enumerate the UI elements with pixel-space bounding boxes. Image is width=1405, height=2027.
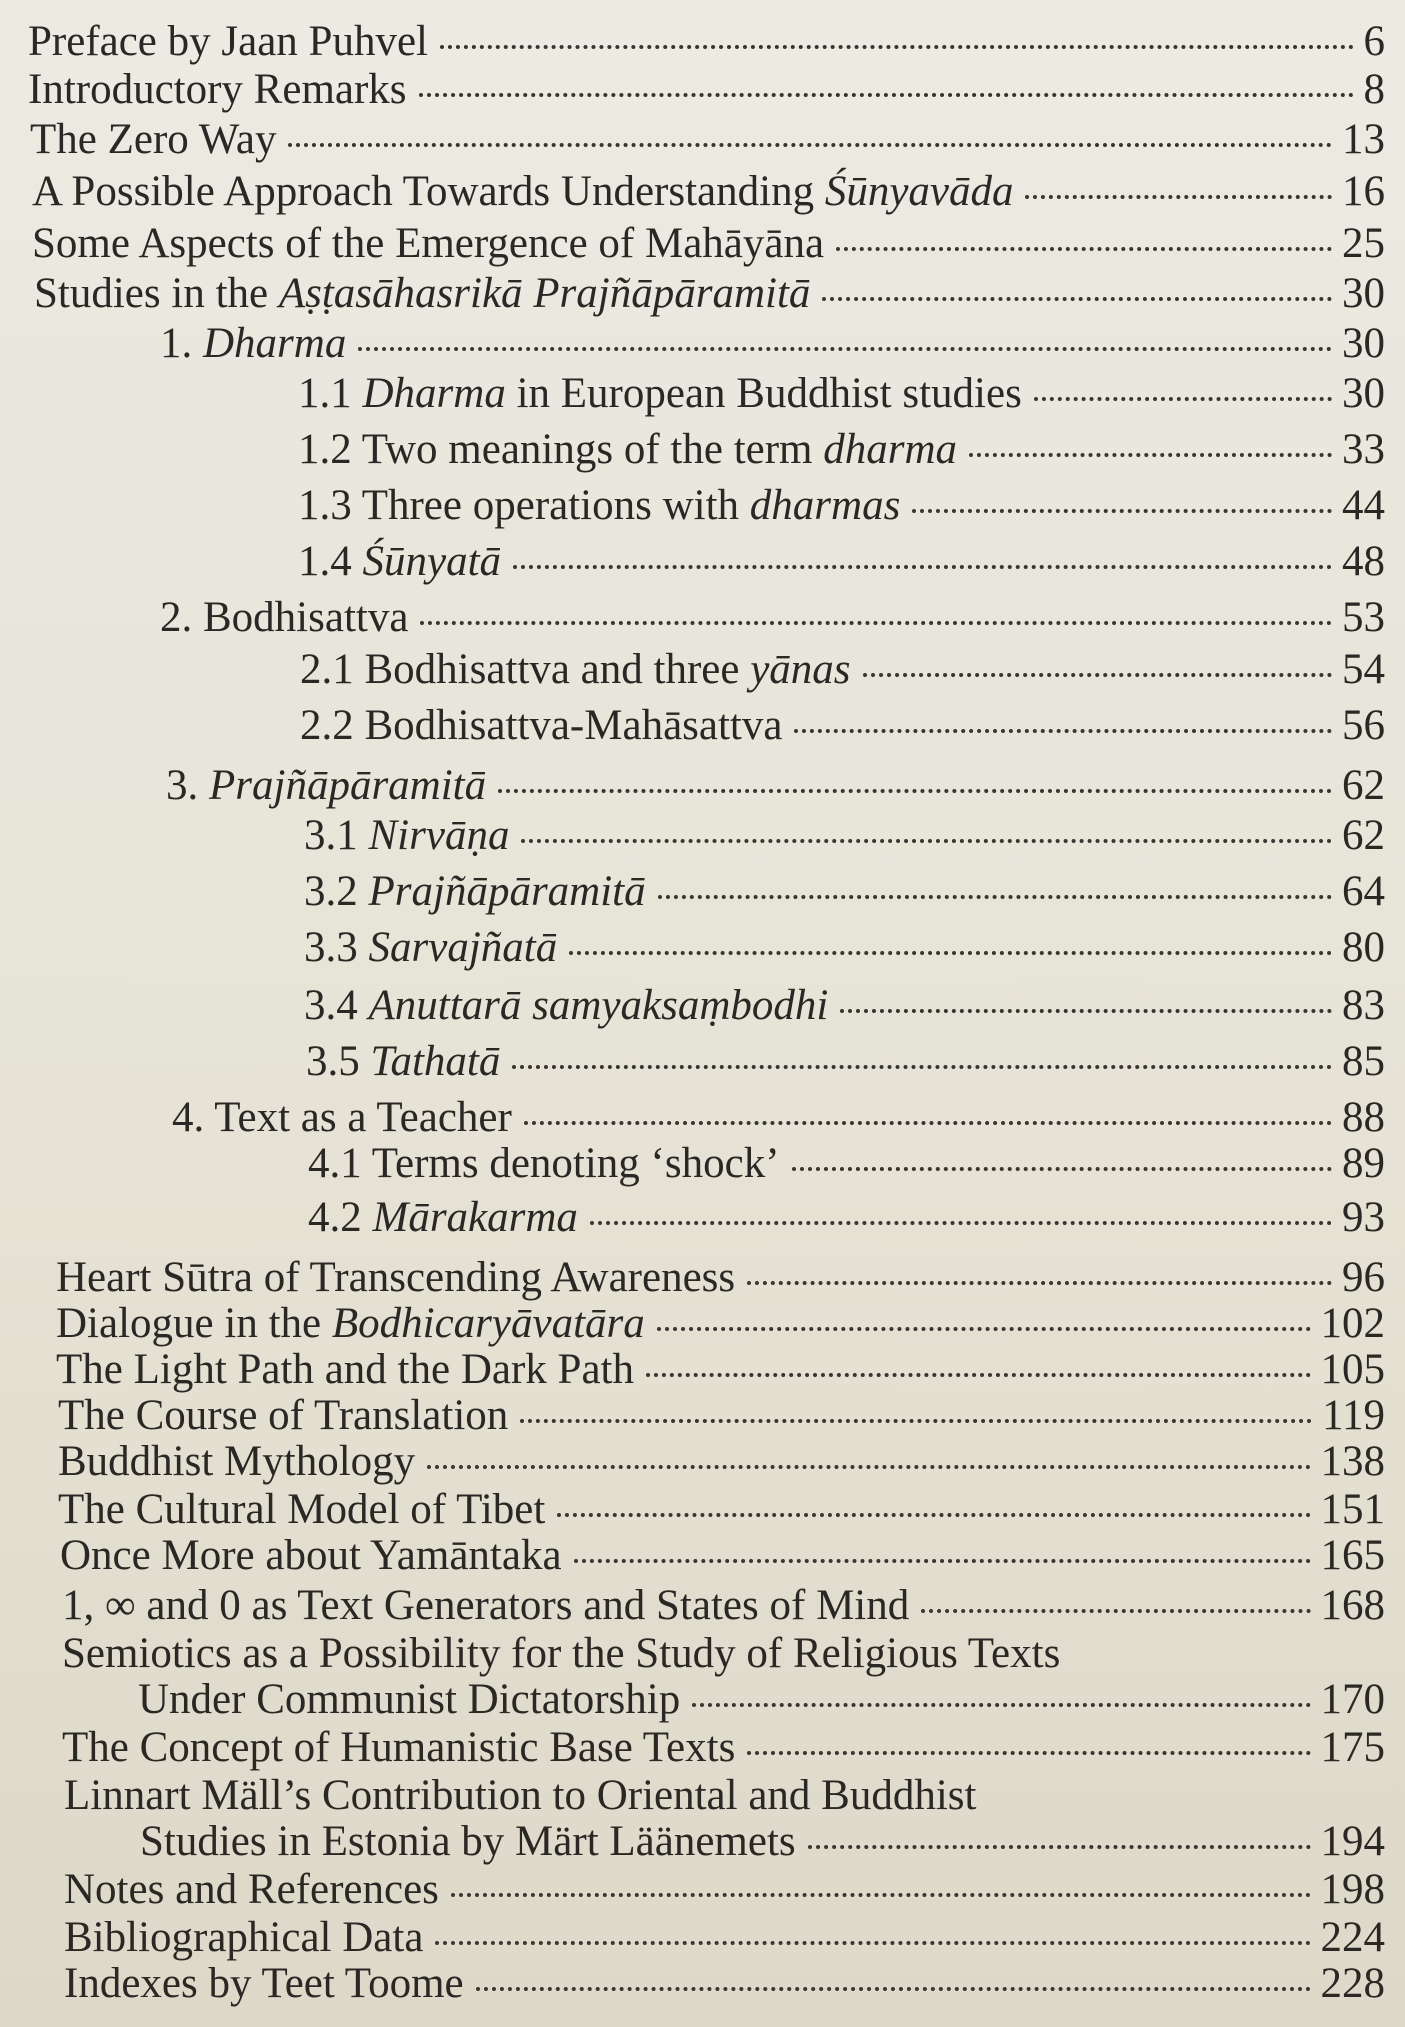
toc-title-italic: Mārakarma: [372, 1194, 578, 1241]
dot-leader: [451, 1893, 1311, 1897]
dot-leader: [590, 1221, 1332, 1225]
dot-leader: [840, 1009, 1332, 1013]
toc-title-text: 1.: [160, 320, 203, 367]
toc-entry-title: Buddhist Mythology: [58, 1438, 416, 1485]
toc-title-italic: Śūnyatā: [362, 538, 502, 585]
dot-leader: [557, 1513, 1310, 1517]
toc-entry-title: [32, 170, 1013, 213]
toc-entry: [160, 596, 1385, 639]
toc-title-text: Dialogue in the: [56, 1300, 332, 1347]
toc-entry-page: 105: [1320, 1346, 1385, 1393]
toc-entry-title: Under Communist Dictatorship: [138, 1676, 681, 1723]
toc-entry-title: The Light Path and the Dark Path: [56, 1346, 634, 1393]
dot-leader: [863, 673, 1332, 677]
toc-entry: [56, 1302, 1385, 1345]
toc-title-italic: Bodhicaryāvatāra: [331, 1300, 645, 1347]
toc-entry-title: [304, 984, 828, 1027]
toc-entry: [64, 1916, 1385, 1959]
toc-entry-title: Once More about Yamāntaka: [60, 1532, 562, 1579]
toc-title-text: 1.2 Two meanings of the term: [298, 426, 824, 473]
toc-entry-title: Heart Sūtra of Transcending Awareness: [56, 1254, 736, 1301]
dot-leader: [288, 143, 1332, 147]
toc-entry: [160, 322, 1385, 365]
toc-entry-title: The Zero Way: [30, 116, 277, 163]
toc-title-text: 3.2: [304, 868, 369, 915]
toc-title-italic: Prajñāpāramitā: [209, 762, 487, 809]
toc-entry-page: 53: [1342, 594, 1385, 641]
toc-entry-title: 2. Bodhisattva: [160, 594, 409, 641]
dot-leader: [520, 1419, 1312, 1423]
toc-entry-page: 56: [1342, 702, 1385, 749]
toc-entry-page: 224: [1320, 1914, 1385, 1961]
toc-title-text: 1.3 Three operations with: [298, 482, 750, 529]
toc-entry-page: 138: [1320, 1438, 1385, 1485]
toc-entry-title: The Course of Translation: [58, 1392, 509, 1439]
toc-entry-title: [308, 1196, 578, 1239]
dot-leader: [794, 729, 1332, 733]
toc-entry: [30, 118, 1385, 161]
toc-entry-page: 8: [1363, 66, 1385, 113]
toc-title-text: 1.4: [298, 538, 363, 585]
toc-entry-title: [298, 484, 900, 527]
toc-title-italic: Prajñāpāramitā: [368, 868, 646, 915]
toc-entry-title: Studies in Estonia by Märt Läänemets: [140, 1818, 796, 1865]
toc-title-text: 3.: [166, 762, 209, 809]
toc-entry: [28, 68, 1385, 111]
toc-entry-page: 64: [1342, 868, 1385, 915]
toc-entry: [308, 1196, 1385, 1239]
toc-title-italic: Sarvajñatā: [368, 924, 558, 971]
toc-entry-page: 44: [1342, 482, 1385, 529]
toc-entry-title: Notes and References: [64, 1866, 439, 1913]
toc-title-italic: Anuttarā samyaksaṃbodhi: [368, 982, 829, 1029]
toc-entry: [34, 272, 1385, 315]
dot-leader: [747, 1751, 1310, 1755]
toc-entry-page: 83: [1342, 982, 1385, 1029]
toc-title-text: A Possible Approach Towards Understanding: [32, 168, 825, 215]
toc-entry-page: 80: [1342, 924, 1385, 971]
toc-entry-title: 1, ∞ and 0 as Text Generators and States of Mind: [62, 1582, 910, 1629]
dot-leader: [574, 1559, 1311, 1563]
dot-leader: [513, 565, 1332, 569]
toc-entry-title: [298, 372, 1022, 415]
toc-entry-title: Introductory Remarks: [28, 66, 407, 113]
dot-leader: [912, 509, 1332, 513]
toc-entry: [64, 1962, 1385, 2005]
toc-title-italic: dharma: [823, 426, 958, 473]
toc-entry-page: 175: [1320, 1724, 1385, 1771]
toc-entry-page: 6: [1363, 18, 1385, 65]
toc-entry-title: [298, 540, 501, 583]
toc-entry-page: 25: [1342, 220, 1385, 267]
toc-title-italic: Tathatā: [370, 1038, 501, 1085]
toc-entry-page: 85: [1342, 1038, 1385, 1085]
toc-entry-page: 48: [1342, 538, 1385, 585]
toc-entry-page: 62: [1342, 812, 1385, 859]
toc-title-text: 3.5: [306, 1038, 371, 1085]
toc-entry-title: [298, 428, 957, 471]
toc-entry-page: 33: [1342, 426, 1385, 473]
toc-title-text: Studies in the: [34, 270, 279, 317]
dot-leader: [569, 951, 1332, 955]
toc-entry-title: Indexes by Teet Toome: [64, 1960, 464, 2007]
toc-entry-title: Semiotics as a Possibility for the Study of Religious Texts: [62, 1630, 1061, 1677]
toc-entry-title: [56, 1302, 645, 1345]
toc-entry-title: 4. Text as a Teacher: [172, 1094, 512, 1141]
toc-entry: [166, 764, 1385, 807]
toc-entry: [298, 484, 1385, 527]
toc-entry: [304, 814, 1385, 857]
toc-entry-title: The Cultural Model of Tibet: [58, 1486, 546, 1533]
toc-entry-first-line: [64, 1774, 976, 1817]
dot-leader: [435, 1941, 1310, 1945]
toc-entry-title: [166, 764, 486, 807]
dot-leader: [1034, 397, 1332, 401]
dot-leader: [657, 1327, 1311, 1331]
toc-title-text: 1.1: [298, 370, 363, 417]
toc-entry: [308, 1142, 1385, 1185]
toc-entry: [58, 1440, 1385, 1483]
toc-title-text: in European Buddhist studies: [505, 370, 1022, 417]
dot-leader: [440, 45, 1354, 49]
dot-leader: [1025, 195, 1332, 199]
toc-title-italic: Nirvāṇa: [368, 812, 510, 859]
dot-leader: [498, 789, 1332, 793]
toc-entry-page: 228: [1320, 1960, 1385, 2007]
toc-entry: [304, 984, 1385, 1027]
toc-title-italic: Śūnyavāda: [824, 168, 1014, 215]
toc-entry-page: 170: [1320, 1676, 1385, 1723]
toc-entry: [298, 372, 1385, 415]
toc-entry: [298, 428, 1385, 471]
toc-entry: [298, 540, 1385, 583]
toc-title-italic: Dharma: [362, 370, 506, 417]
toc-entry-title: 4.1 Terms denoting ‘shock’: [308, 1140, 780, 1187]
toc-entry-title: Linnart Mäll’s Contribution to Oriental and Buddhist: [64, 1772, 977, 1819]
toc-entry-title: Bibliographical Data: [64, 1914, 424, 1961]
toc-entry-page: 62: [1342, 762, 1385, 809]
toc-entry-page: 30: [1342, 320, 1385, 367]
toc-entry-page: 119: [1322, 1392, 1385, 1439]
toc-entry-page: 13: [1342, 116, 1385, 163]
dot-leader: [521, 839, 1332, 843]
toc-entry: [62, 1726, 1385, 1769]
dot-leader: [969, 453, 1332, 457]
toc-title-text: 3.1: [304, 812, 369, 859]
toc-entry-title: [306, 1040, 500, 1083]
dot-leader: [658, 895, 1332, 899]
toc-entry-page: 16: [1342, 168, 1385, 215]
toc-entry-title: Preface by Jaan Puhvel: [28, 18, 428, 65]
toc-entry: [28, 20, 1385, 63]
toc-entry-page: 165: [1320, 1532, 1385, 1579]
toc-entry: [172, 1096, 1385, 1139]
dot-leader: [808, 1845, 1311, 1849]
toc-entry-page: 96: [1342, 1254, 1385, 1301]
toc-entry: [58, 1488, 1385, 1531]
dot-leader: [419, 93, 1354, 97]
toc-title-text: 4.2: [308, 1194, 373, 1241]
toc-entry-page: 93: [1342, 1194, 1385, 1241]
toc-entry-title: [304, 926, 557, 969]
dot-leader: [692, 1703, 1310, 1707]
toc-entry: [60, 1534, 1385, 1577]
toc-entry-page: 88: [1342, 1094, 1385, 1141]
toc-entry-page: 89: [1342, 1140, 1385, 1187]
toc-entry-title: [304, 814, 509, 857]
toc-entry-title: [34, 272, 810, 315]
dot-leader: [476, 1987, 1311, 1991]
dot-leader: [646, 1373, 1311, 1377]
toc-entry-title: Some Aspects of the Emergence of Mahāyāna: [32, 220, 825, 267]
toc-entry: [56, 1256, 1385, 1299]
toc-title-text: 2.1 Bodhisattva and three: [300, 646, 751, 693]
dot-leader: [512, 1065, 1332, 1069]
toc-entry-page: 151: [1320, 1486, 1385, 1533]
toc-entry: [306, 1040, 1385, 1083]
toc-title-italic: Aṣṭasāhasrikā Prajñāpāramitā: [278, 270, 811, 317]
toc-entry: [304, 926, 1385, 969]
toc-entry: [62, 1584, 1385, 1627]
toc-entry-title: [300, 648, 851, 691]
toc-entry-page: 54: [1342, 646, 1385, 693]
toc-entry: [58, 1394, 1385, 1437]
toc-entry-page: 102: [1320, 1300, 1385, 1347]
toc-entry-page: 30: [1342, 270, 1385, 317]
toc-entry-title: The Concept of Humanistic Base Texts: [62, 1724, 736, 1771]
dot-leader: [836, 247, 1332, 251]
toc-entry: [304, 870, 1385, 913]
toc-title-italic: Dharma: [203, 320, 347, 367]
toc-entry: [56, 1348, 1385, 1391]
toc-title-italic: dharmas: [749, 482, 901, 529]
dot-leader: [420, 621, 1332, 625]
dot-leader: [822, 297, 1332, 301]
dot-leader: [427, 1465, 1310, 1469]
dot-leader: [358, 347, 1332, 351]
toc-entry: [64, 1868, 1385, 1911]
toc-entry: [300, 704, 1385, 747]
toc-entry-title: 2.2 Bodhisattva-Mahāsattva: [300, 702, 783, 749]
toc-title-italic: yānas: [750, 646, 851, 693]
dot-leader: [921, 1609, 1310, 1613]
toc-title-text: 3.4: [304, 982, 369, 1029]
toc-entry-page: 30: [1342, 370, 1385, 417]
toc-entry: [300, 648, 1385, 691]
toc-entry-page: 198: [1320, 1866, 1385, 1913]
toc-entry-page: 194: [1320, 1818, 1385, 1865]
toc-entry-title: [160, 322, 346, 365]
toc-entry-title: [304, 870, 646, 913]
toc-entry-page: 168: [1320, 1582, 1385, 1629]
toc-entry: [140, 1820, 1385, 1863]
toc-entry: [138, 1678, 1385, 1721]
dot-leader: [524, 1121, 1332, 1125]
toc-title-text: 3.3: [304, 924, 369, 971]
toc-entry: [32, 170, 1385, 213]
toc-entry-first-line: [62, 1632, 1060, 1675]
dot-leader: [747, 1281, 1332, 1285]
dot-leader: [792, 1167, 1332, 1171]
toc-entry: [32, 222, 1385, 265]
